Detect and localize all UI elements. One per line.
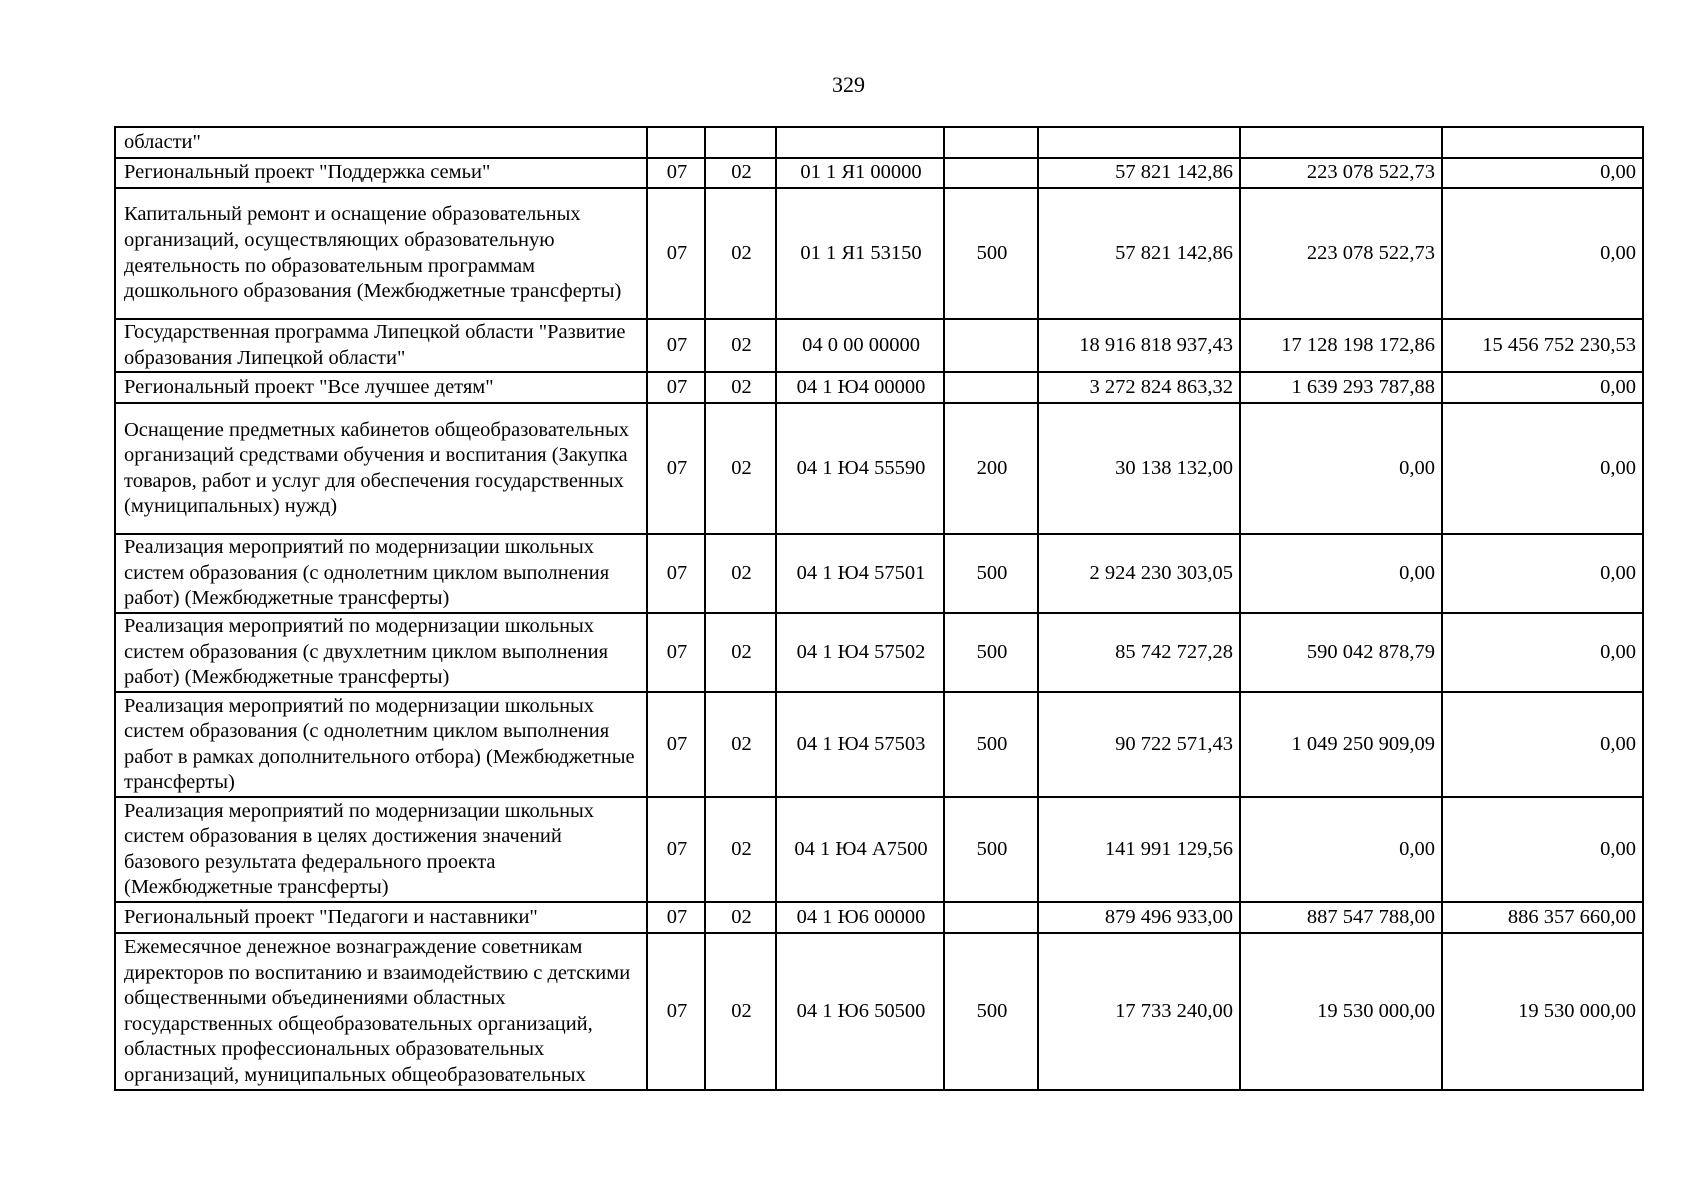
amount-year-1: [1038, 127, 1240, 158]
table-row: [115, 372, 1643, 403]
expense-type-code: 500: [944, 933, 1038, 1090]
expense-type-code: [944, 158, 1038, 188]
target-article-code: [776, 127, 944, 158]
amount-year-3: 19 530 000,00: [1442, 933, 1643, 1090]
subsection-code: 02: [705, 692, 776, 797]
table-row: [115, 692, 1643, 797]
table-row: [115, 534, 1643, 613]
amount-year-1: 141 991 129,56: [1038, 797, 1240, 902]
amount-year-1: 2 924 230 303,05: [1038, 534, 1240, 613]
amount-year-3: 0,00: [1442, 372, 1643, 403]
amount-year-3: 886 357 660,00: [1442, 902, 1643, 933]
page-number: 329: [832, 72, 865, 97]
amount-year-1: 90 722 571,43: [1038, 692, 1240, 797]
amount-year-1: 57 821 142,86: [1038, 158, 1240, 188]
amount-year-2: 223 078 522,73: [1240, 158, 1442, 188]
subsection-code: 02: [705, 902, 776, 933]
section-code: 07: [647, 613, 705, 692]
amount-year-3: 0,00: [1442, 158, 1643, 188]
subsection-code: 02: [705, 403, 776, 534]
section-code: 07: [647, 319, 705, 372]
subsection-code: 02: [705, 534, 776, 613]
amount-year-3: 0,00: [1442, 403, 1643, 534]
section-code: 07: [647, 403, 705, 534]
amount-year-2: 0,00: [1240, 403, 1442, 534]
target-article-code: 01 1 Я1 53150: [776, 188, 944, 319]
expense-type-code: 500: [944, 188, 1038, 319]
expense-type-code: 500: [944, 613, 1038, 692]
amount-year-2: 0,00: [1240, 797, 1442, 902]
row-name: Ежемесячное денежное вознаграждение советникам директоров по воспитанию и взаимодействию с детскими общественными объединениями областных государственных общеобразовательных организаций, областных профессиональных образовательных организаций, муниципальных общеобразовательных: [115, 933, 647, 1090]
row-name: Региональный проект "Поддержка семьи": [115, 158, 647, 188]
amount-year-3: 0,00: [1442, 613, 1643, 692]
row-name: Реализация мероприятий по модернизации школьных систем образования (с однолетним циклом выполнения работ в рамках дополнительного отбора) (Межбюджетные трансферты): [115, 692, 647, 797]
amount-year-3: 0,00: [1442, 534, 1643, 613]
expense-type-code: 500: [944, 534, 1038, 613]
section-code: 07: [647, 188, 705, 319]
section-code: 07: [647, 158, 705, 188]
amount-year-1: 17 733 240,00: [1038, 933, 1240, 1090]
table-row: [115, 188, 1643, 319]
expense-type-code: 500: [944, 692, 1038, 797]
section-code: 07: [647, 372, 705, 403]
section-code: 07: [647, 692, 705, 797]
amount-year-1: 3 272 824 863,32: [1038, 372, 1240, 403]
expense-type-code: [944, 902, 1038, 933]
target-article-code: 04 1 Ю4 57501: [776, 534, 944, 613]
target-article-code: 04 1 Ю4 57503: [776, 692, 944, 797]
row-name: Реализация мероприятий по модернизации школьных систем образования (с двухлетним циклом выполнения работ) (Межбюджетные трансферты): [115, 613, 647, 692]
subsection-code: 02: [705, 319, 776, 372]
target-article-code: 01 1 Я1 00000: [776, 158, 944, 188]
section-code: 07: [647, 797, 705, 902]
table-row: [115, 319, 1643, 372]
amount-year-3: 0,00: [1442, 188, 1643, 319]
target-article-code: 04 1 Ю6 50500: [776, 933, 944, 1090]
amount-year-3: 15 456 752 230,53: [1442, 319, 1643, 372]
amount-year-1: 879 496 933,00: [1038, 902, 1240, 933]
table-row: [115, 797, 1643, 902]
subsection-code: 02: [705, 188, 776, 319]
target-article-code: 04 0 00 00000: [776, 319, 944, 372]
row-name: Реализация мероприятий по модернизации школьных систем образования (с однолетним циклом выполнения работ) (Межбюджетные трансферты): [115, 534, 647, 613]
table-row: [115, 127, 1643, 158]
row-name: области": [115, 127, 647, 158]
budget-table: [114, 126, 1644, 1091]
row-name: Оснащение предметных кабинетов общеобразовательных организаций средствами обучения и воспитания (Закупка товаров, работ и услуг для обеспечения государственных (муниципальных) нужд): [115, 403, 647, 534]
row-name: Региональный проект "Все лучшее детям": [115, 372, 647, 403]
amount-year-2: 590 042 878,79: [1240, 613, 1442, 692]
subsection-code: [705, 127, 776, 158]
row-name: Региональный проект "Педагоги и наставники": [115, 902, 647, 933]
section-code: 07: [647, 534, 705, 613]
subsection-code: 02: [705, 372, 776, 403]
amount-year-1: 57 821 142,86: [1038, 188, 1240, 319]
row-name: Капитальный ремонт и оснащение образовательных организаций, осуществляющих образовательную деятельность по образовательным программам дошкольного образования (Межбюджетные трансферты): [115, 188, 647, 319]
table-row: [115, 403, 1643, 534]
subsection-code: 02: [705, 158, 776, 188]
expense-type-code: [944, 372, 1038, 403]
amount-year-2: 223 078 522,73: [1240, 188, 1442, 319]
subsection-code: 02: [705, 933, 776, 1090]
amount-year-2: [1240, 127, 1442, 158]
row-name: Реализация мероприятий по модернизации школьных систем образования в целях достижения значений базового результата федерального проекта (Межбюджетные трансферты): [115, 797, 647, 902]
target-article-code: 04 1 Ю4 А7500: [776, 797, 944, 902]
expense-type-code: [944, 127, 1038, 158]
target-article-code: 04 1 Ю4 57502: [776, 613, 944, 692]
amount-year-3: 0,00: [1442, 797, 1643, 902]
table-row: [115, 158, 1643, 188]
amount-year-1: 30 138 132,00: [1038, 403, 1240, 534]
amount-year-3: [1442, 127, 1643, 158]
expense-type-code: 500: [944, 797, 1038, 902]
amount-year-1: 18 916 818 937,43: [1038, 319, 1240, 372]
table-row: [115, 933, 1643, 1090]
target-article-code: 04 1 Ю6 00000: [776, 902, 944, 933]
section-code: 07: [647, 933, 705, 1090]
expense-type-code: [944, 319, 1038, 372]
target-article-code: 04 1 Ю4 55590: [776, 403, 944, 534]
amount-year-2: 0,00: [1240, 534, 1442, 613]
amount-year-3: 0,00: [1442, 692, 1643, 797]
amount-year-2: 887 547 788,00: [1240, 902, 1442, 933]
table-row: [115, 902, 1643, 933]
target-article-code: 04 1 Ю4 00000: [776, 372, 944, 403]
amount-year-2: 19 530 000,00: [1240, 933, 1442, 1090]
subsection-code: 02: [705, 797, 776, 902]
amount-year-2: 17 128 198 172,86: [1240, 319, 1442, 372]
amount-year-1: 85 742 727,28: [1038, 613, 1240, 692]
row-name: Государственная программа Липецкой области "Развитие образования Липецкой области": [115, 319, 647, 372]
expense-type-code: 200: [944, 403, 1038, 534]
section-code: [647, 127, 705, 158]
amount-year-2: 1 049 250 909,09: [1240, 692, 1442, 797]
section-code: 07: [647, 902, 705, 933]
table-row: [115, 613, 1643, 692]
subsection-code: 02: [705, 613, 776, 692]
amount-year-2: 1 639 293 787,88: [1240, 372, 1442, 403]
